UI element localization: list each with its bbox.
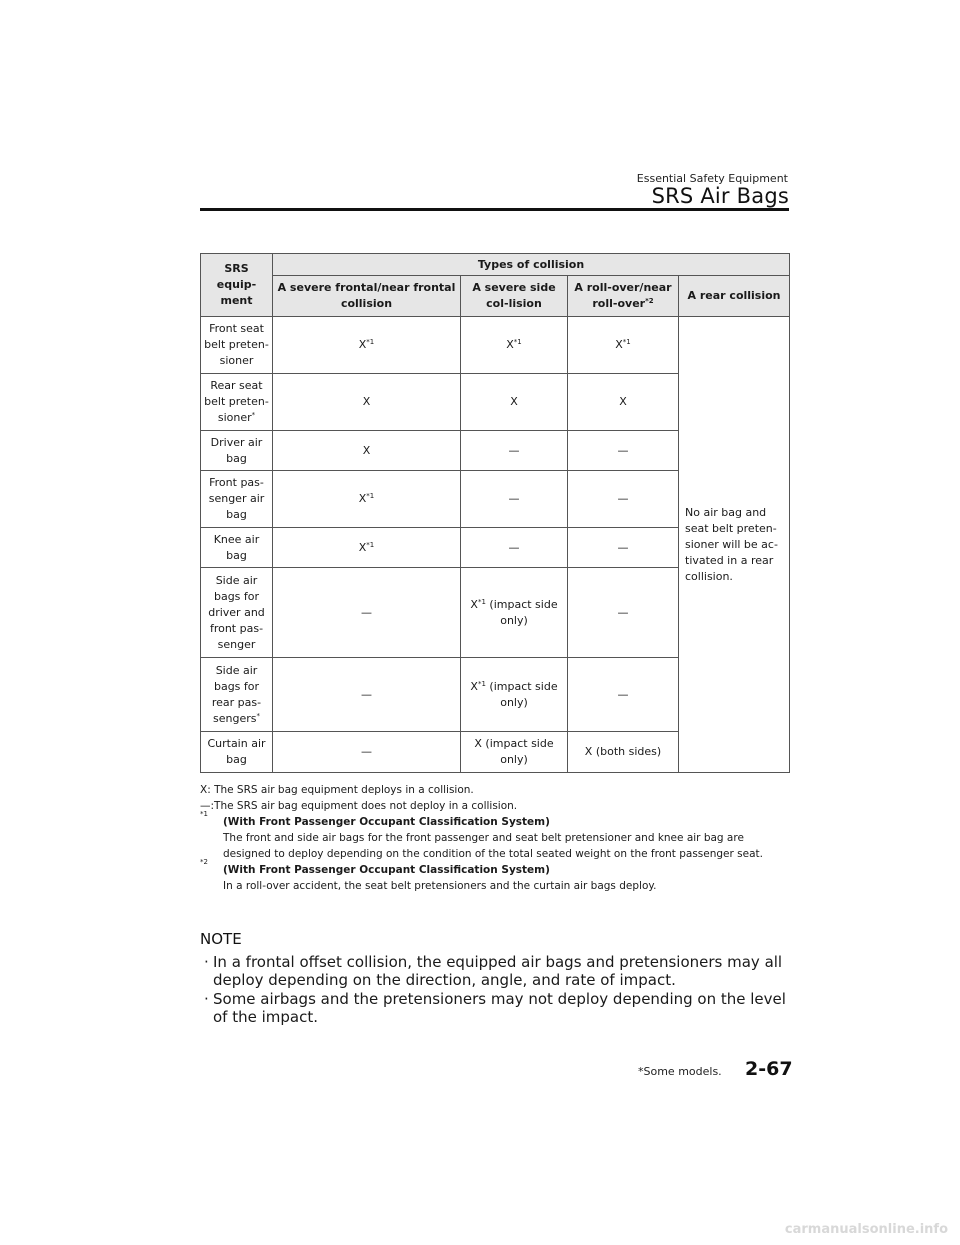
side-cell: $X^{*1}$ (impact side only) [461,658,568,732]
rollover-cell: X (both sides) [568,732,679,773]
equipment-cell: Side air bags for driver and front pas-senger [201,568,273,658]
table-row [201,317,790,374]
frontal-cell: $X^{*1}$ [273,317,461,374]
equipment-cell: Rear seat belt preten-sioner* [201,374,273,431]
table-legend-and-footnotes [200,782,790,894]
frontal-cell: $X^{*1}$ [273,528,461,568]
col-header-frontal: A severe frontal/near frontal collision [273,276,461,317]
side-cell: $X^{*1}$ (impact side only) [461,568,568,658]
equipment-cell: Front seat belt preten-sioner [201,317,273,374]
footnote-2-text: In a roll-over accident, the seat belt pretensioners and the curtain air bags deploy. [223,880,657,892]
rollover-cell: — [568,658,679,732]
bullet-icon: · [204,990,209,1008]
note-item: · Some airbags and the pretensioners may not deploy depending on the level of the impact. [204,990,786,1026]
rollover-cell: — [568,431,679,471]
header-rule [200,208,789,211]
rollover-cell: X [568,374,679,431]
col-header-types-of-collision: Types of collision [273,254,790,276]
side-cell: — [461,471,568,528]
equipment-cell: Curtain air bag [201,732,273,773]
rollover-cell: — [568,528,679,568]
col-header-equipment: SRS equip-ment [201,254,273,317]
page-number: 2-67 [745,1058,793,1080]
equipment-cell: Side air bags for rear pas-sengers* [201,658,273,732]
note-item: · In a frontal offset collision, the equipped air bags and pretensioners may all deploy depending on the direction, angle, and rate of impact. [204,953,783,989]
note-heading: NOTE [200,930,242,948]
some-models-note: *Some models. [638,1065,722,1078]
side-cell: — [461,528,568,568]
side-cell: X (impact side only) [461,732,568,773]
page-title: SRS Air Bags [651,184,789,208]
frontal-cell: X [273,431,461,471]
rollover-cell: — [568,471,679,528]
legend-x: X: The SRS air bag equipment deploys in a collision. [200,784,474,796]
side-cell: $X^{*1}$ [461,317,568,374]
equipment-cell: Front pas-senger air bag [201,471,273,528]
equipment-cell: Knee air bag [201,528,273,568]
footnote-1-text: The front and side air bags for the front passenger and seat belt pretensioner and knee air bag are designed to deploy depending on the condition of the total seated weight on the front passenger seat. [223,832,763,860]
rollover-cell: $X^{*1}$ [568,317,679,374]
frontal-cell: X [273,374,461,431]
col-header-rear: A rear collision [679,276,790,317]
equipment-cell: Driver air bag [201,431,273,471]
footnote-1: *1 (With Front Passenger Occupant Classification System) [200,810,550,828]
side-cell: — [461,431,568,471]
frontal-cell: — [273,568,461,658]
col-header-side: A severe side col-lision [461,276,568,317]
watermark: carmanualsonline.info [784,1222,948,1237]
frontal-cell: — [273,658,461,732]
bullet-icon: · [204,953,209,971]
frontal-cell: — [273,732,461,773]
note-list [200,953,795,1027]
header-section-label: Essential Safety Equipment [636,172,788,185]
collision-deployment-table [200,253,790,773]
col-header-rollover: A roll-over/near roll-over$^{*2}$ [568,276,679,317]
rollover-cell: — [568,568,679,658]
frontal-cell: $X^{*1}$ [273,471,461,528]
side-cell: X [461,374,568,431]
rear-collision-note: No air bag and seat belt preten-sioner will be ac-tivated in a rear collision. [679,317,790,773]
legend-dash: —:The SRS air bag equipment does not deploy in a collision. [200,800,518,812]
footnote-2: *2 (With Front Passenger Occupant Classification System) [200,858,550,876]
